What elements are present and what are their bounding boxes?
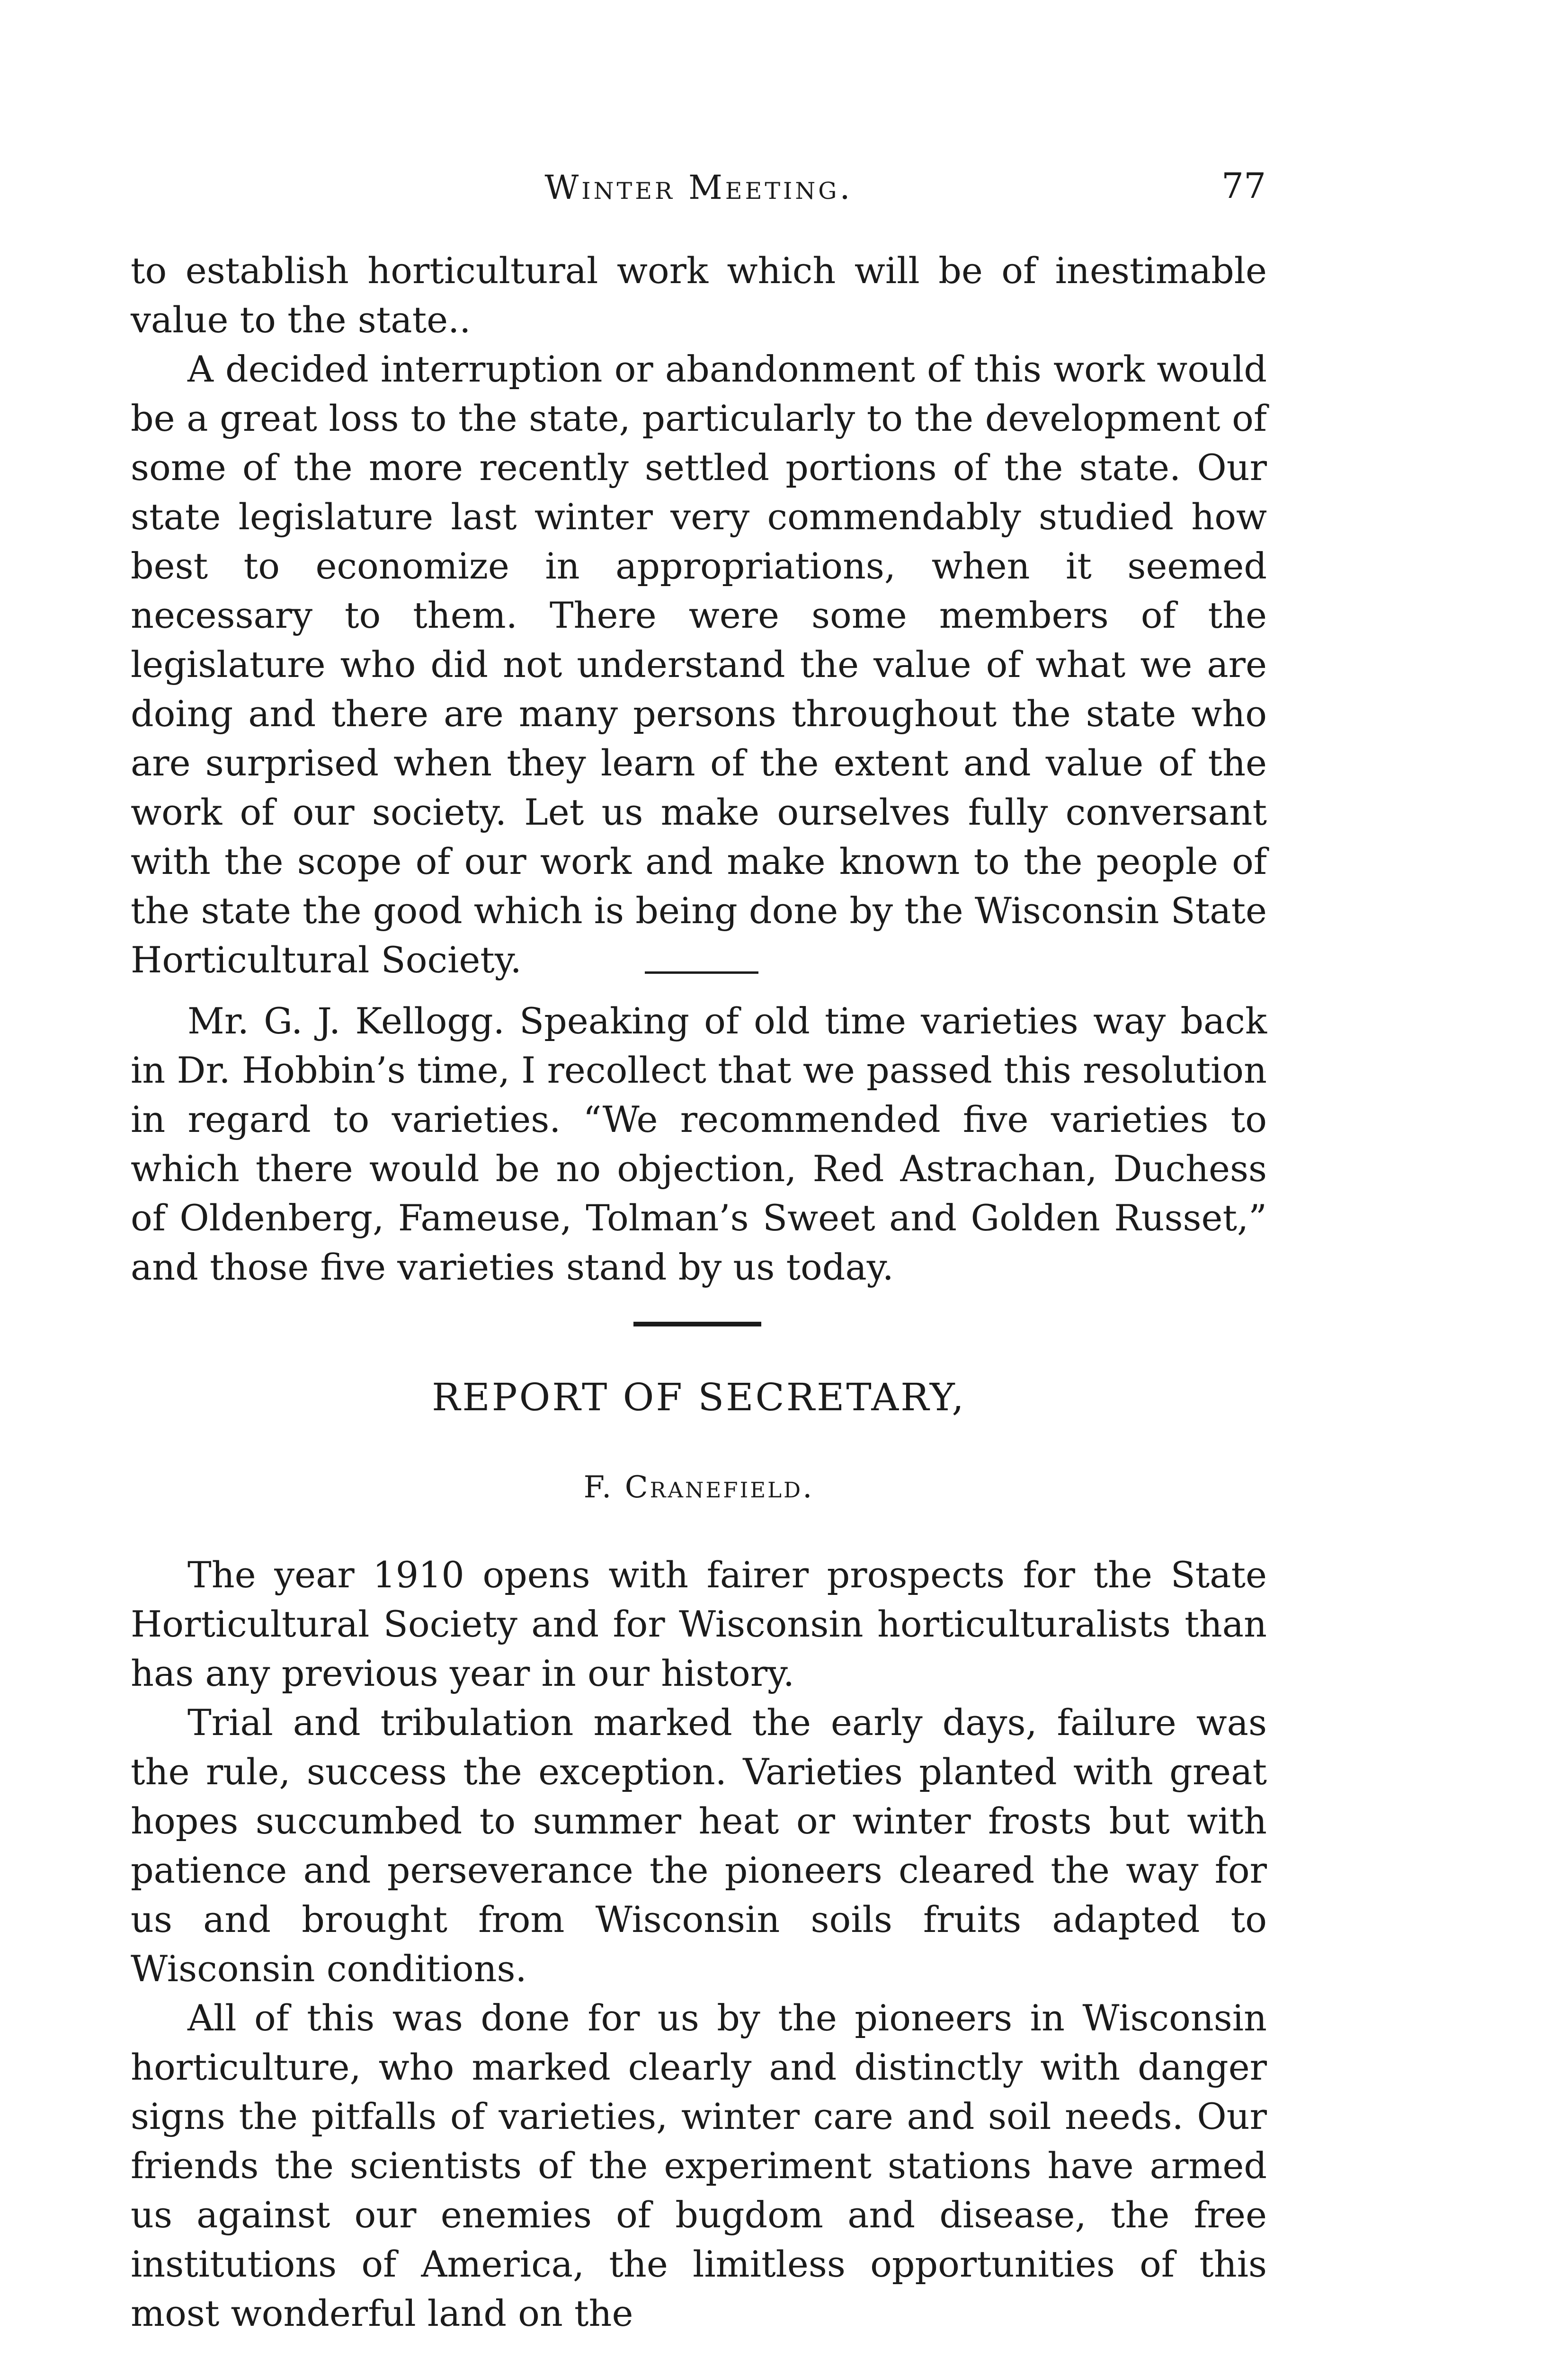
- report-text: [131, 1550, 1267, 2338]
- running-title: Winter Meeting.: [544, 168, 853, 207]
- paragraph: The year 1910 opens with fairer prospects for the State Horticultural Society and for Wisconsin horticulturalists than has any previous year in our history.: [131, 1554, 1267, 1694]
- paragraph-continued: to establish horticultural work which will be of inestimable value to the state..: [131, 249, 1267, 341]
- kellogg-remarks: [131, 997, 1267, 1292]
- paragraph: Mr. G. J. Kellogg. Speaking of old time varieties way back in Dr. Hobbin’s time, I recollect that we passed this resolution in regard to varieties. “We recommended five varieties to which there would be no objection, Red Astrachan, Duchess of Oldenberg, Fameuse, Tolman’s Sweet and Golden Russet,” and those five varieties stand by us today.: [131, 1000, 1267, 1288]
- page-number: 77: [1221, 166, 1266, 206]
- paragraph: Trial and tribulation marked the early days, failure was the rule, success the exception. Varieties planted with great hopes succumbed to summer heat or winter frosts but with patience and perseverance the pioneers cleared the way for us and brought from Wisconsin soils fruits adapted to Wisconsin conditions.: [131, 1701, 1267, 1990]
- short-divider: [645, 971, 758, 974]
- section-author: F. Cranefield.: [583, 1470, 814, 1505]
- paragraph: All of this was done for us by the pioneers in Wisconsin horticulture, who marked clearly and distinctly with danger signs the pitfalls of varieties, winter care and soil needs. Our friends the scientists of the experiment stations have armed us against our enemies of bugdom and disease, the free institutions of America, the limitless opportunities of this most wonderful land on the: [131, 1997, 1267, 2334]
- section-divider: [633, 1322, 761, 1326]
- paragraph: A decided interruption or abandonment of this work would be a great loss to the state, particularly to the development of some of the more recently settled portions of the state. Our state legislature last winter very commendably studied how best to economize in appropriations, when it seemed necessary to them. There were some members of the legislature who did not understand the value of what we are doing and there are many persons throughout the state who are surprised when they learn of the extent and value of the work of our society. Let us make ourselves fully conversant with the scope of our work and make known to the people of the state the good which is being done by the Wisconsin State Horticultural Society.: [131, 348, 1267, 981]
- section-heading: REPORT OF SECRETARY,: [432, 1375, 966, 1419]
- continuation-text: [131, 246, 1267, 985]
